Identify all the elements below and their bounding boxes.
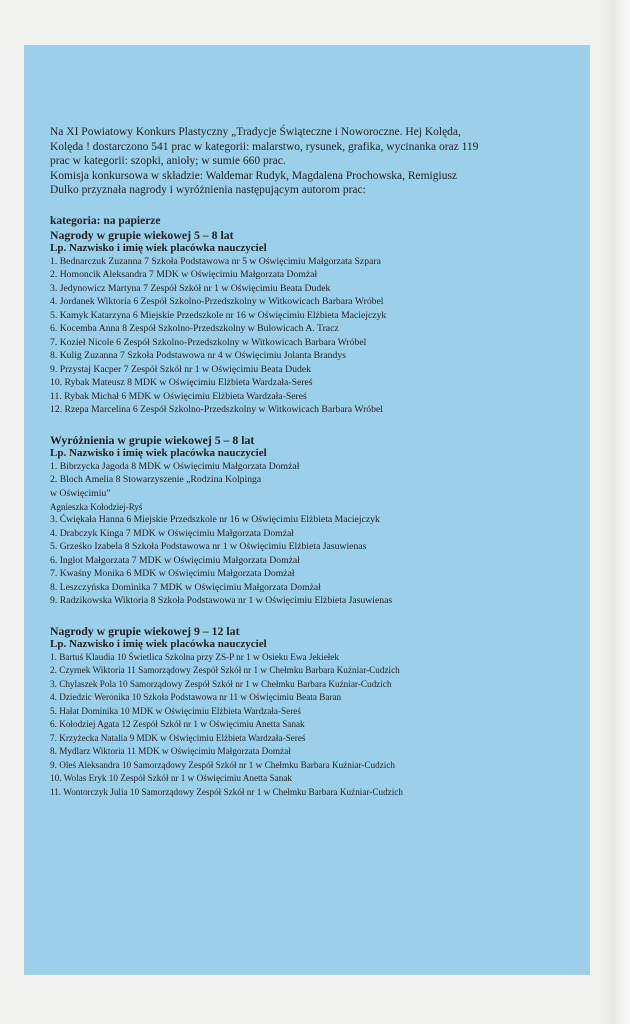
list-item: 5. Kamyk Katarzyna 6 Miejskie Przedszkole nr 16 w Oświęcimiu Elżbieta Maciejczyk — [50, 309, 387, 321]
list-item: 3. Ćwiękała Hanna 6 Miejskie Przedszkole nr 16 w Oświęcimiu Elżbieta Maciejczyk — [50, 514, 380, 525]
list-item: 8. Kulig Zuzanna 7 Szkoła Podstawowa nr 4 w Oświęcimiu Jolanta Brandys — [50, 350, 346, 361]
list-item: 11. Wontorczyk Julia 10 Samorządowy Zespół Szkół nr 1 w Chełmku Barbara Kuźniar-Cudzich — [50, 786, 403, 797]
list-item: 5. Grześko Izabela 8 Szkoła Podstawowa nr 1 w Oświęcimiu Elżbieta Jasuwienas — [50, 541, 367, 552]
list-item: 4. Jordanek Wiktoria 6 Zespół Szkolno-Przedszkolny w Witkowicach Barbara Wróbel — [50, 296, 384, 307]
list-item: 2. Homoncik Aleksandra 7 MDK w Oświęcimiu Małgorzata Domżał — [50, 269, 318, 280]
awards-section-9-12 — [50, 624, 566, 800]
column-header: Lp. Nazwisko i imię wiek placówka nauczyciel — [50, 446, 267, 459]
list-item: 8. Leszczyńska Dominika 7 MDK w Oświęcimiu Małgorzata Domżał — [50, 581, 321, 593]
intro-paragraph: Na XI Powiatowy Konkurs Plastyczny „Tradycje Świąteczne i Noworoczne. Hej Kolęda, Kolęda ! dostarczono 541 prac w kategorii: malarstwo, rysunek, grafika, wycinanka oraz 119 prac w kategorii: szopki, anioły; w sumie 660 prac. Komisja konkursowa w składzie: Waldemar Rudyk, Magdalena Prochowska, Remigiusz Dulko przyznała nagrody i wyróżnienia następującym autorom prac: — [50, 126, 479, 196]
list-item: 9. Radzikowska Wiktoria 8 Szkoła Podstawowa nr 1 w Oświęcimiu Elżbieta Jasuwienas — [50, 595, 393, 606]
list-item: 11. Rybak Michał 6 MDK w Oświęcimiu Elżbieta Wardzała-Sereś — [50, 390, 307, 402]
section-title: Nagrody w grupie wiekowej 5 – 8 lat — [50, 227, 234, 242]
list-item: 4. Drabczyk Kinga 7 MDK w Oświęcimiu Małgorzata Domżał — [50, 527, 295, 539]
list-item: 6. Inglot Małgorzata 7 MDK w Oświęcimiu Małgorzata Domżał — [50, 554, 300, 566]
list-item: 6. Kocemba Anna 8 Zespół Szkolno-Przedszkolny w Bulowicach A. Tracz — [50, 323, 339, 334]
list-item: 3. Chylaszek Pola 10 Samorządowy Zespół Szkół nr 1 w Chełmku Barbara Kuźniar-Cudzich — [50, 678, 392, 689]
list-item: 10. Wolas Eryk 10 Zespół Szkół nr 1 w Oświęcimiu Anetta Sanak — [50, 773, 293, 783]
section-title: Nagrody w grupie wiekowej 9 – 12 lat — [50, 623, 240, 638]
distinctions-section-5-8 — [50, 433, 566, 608]
list-item: 3. Jedynowicz Martyna 7 Zespół Szkół nr 1 w Oświęcimiu Beata Dudek — [50, 282, 331, 294]
page-edge-shadow — [600, 0, 630, 1024]
column-header: Lp. Nazwisko i imię wiek placówka nauczyciel — [50, 637, 267, 650]
list-item: 7. Kozieł Nicole 6 Zespół Szkolno-Przedszkolny w Witkowicach Barbara Wróbel — [50, 336, 367, 348]
list-item: 8. Mydlarz Wiktoria 11 MDK w Oświęcimiu Małgorzata Domżał — [50, 746, 291, 756]
list-item: 10. Rybak Mateusz 8 MDK w Oświęcimiu Elżbieta Wardzała-Sereś — [50, 377, 313, 388]
list-item: 12. Rzepa Marcelina 6 Zespół Szkolno-Przedszkolny w Witkowicach Barbara Wróbel — [50, 404, 383, 415]
list-item: 7. Kwaśny Monika 6 MDK w Oświęcimiu Małgorzata Domżał — [50, 568, 295, 579]
list-item: 1. Bibrzycka Jagoda 8 MDK w Oświęcimiu Małgorzata Domżał — [50, 460, 300, 472]
teacher-name: Agnieszka Kołodziej-Ryś — [50, 502, 143, 512]
list-item: 2. Czyrnek Wiktoria 11 Samorządowy Zespół Szkół nr 1 w Chełmku Barbara Kuźniar-Cudzich — [50, 665, 400, 675]
list-item: 4. Dziedzic Weronika 10 Szkoła Podstawowa nr 11 w Oświęcimiu Beata Baran — [50, 692, 342, 702]
section-title: Wyróżnienia w grupie wiekowej 5 – 8 lat — [50, 432, 255, 447]
awards-section-5-8 — [50, 214, 566, 417]
list-item: 6. Kołodziej Agata 12 Zespół Szkół nr 1 w Oświęcimiu Anetta Sanak — [50, 719, 305, 729]
blue-document-sheet — [24, 45, 590, 975]
list-item: 1. Bartuś Klaudia 10 Świetlica Szkolna przy ZS-P nr 1 w Osieku Ewa Jekiełek — [50, 651, 340, 662]
list-item: 1. Bednarczuk Zuzanna 7 Szkoła Podstawowa nr 5 w Oświęcimiu Małgorzata Szpara — [50, 255, 381, 267]
entry-text: 2. Bloch Amelia 8 Stowarzyszenie „Rodzina Kolpinga w Oświęcimiu” — [50, 474, 262, 499]
column-header: Lp. Nazwisko i imię wiek placówka nauczyciel — [50, 241, 267, 254]
list-item-multiline — [50, 473, 566, 513]
award-list — [50, 651, 566, 800]
list-item: 9. Przystaj Kacper 7 Zespół Szkół nr 1 w Oświęcimiu Beata Dudek — [50, 363, 311, 375]
category-heading: kategoria: na papierze — [50, 214, 161, 227]
distinction-list — [50, 460, 566, 608]
list-item: 5. Hałat Dominika 10 MDK w Oświęcimiu Elżbieta Wardzała-Sereś — [50, 705, 301, 716]
list-item: 7. Krzyżecka Natalia 9 MDK w Oświęcimiu Elżbieta Wardzała-Sereś — [50, 732, 306, 743]
list-item: 9. Oleś Aleksandra 10 Samorządowy Zespół Szkół nr 1 w Chełmku Barbara Kuźniar-Cudzich — [50, 759, 396, 770]
award-list — [50, 255, 566, 417]
